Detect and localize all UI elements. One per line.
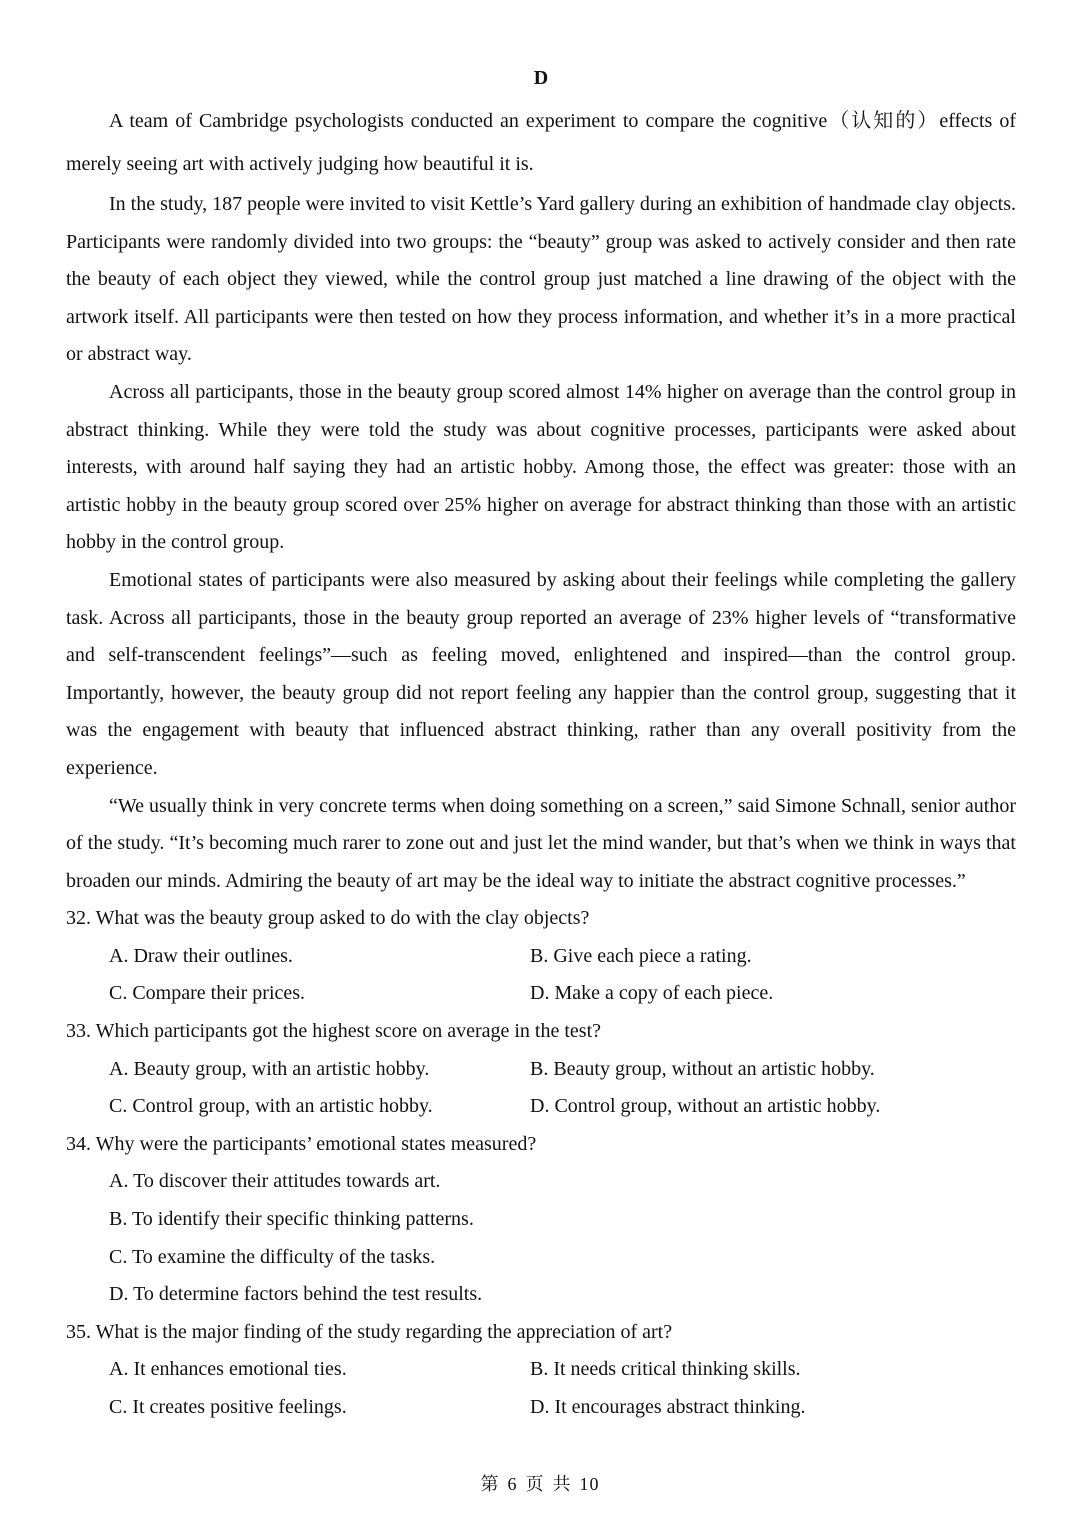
option-a: A. To discover their attitudes towards art.: [109, 1170, 441, 1193]
option-c: C. Control group, with an artistic hobby.: [109, 1095, 433, 1118]
option-c: C. Compare their prices.: [109, 982, 306, 1005]
question-stem: 33. Which participants got the highest score on average in the test?: [66, 1020, 602, 1043]
question-stem: 32. What was the beauty group asked to do with the clay objects?: [66, 907, 590, 930]
exam-page: [66, 62, 1016, 1427]
option-c: C. To examine the difficulty of the tasks.: [109, 1245, 436, 1268]
option-a: A. Beauty group, with an artistic hobby.: [109, 1057, 430, 1080]
question-33: [66, 1013, 1016, 1126]
option-d: D. Control group, without an artistic hobby.: [530, 1095, 881, 1118]
footer-total-pages: 10: [579, 1474, 600, 1494]
option-b: B. To identify their specific thinking patterns.: [109, 1208, 474, 1231]
option-b: B. Beauty group, without an artistic hobby.: [530, 1057, 875, 1080]
question-stem: 35. What is the major finding of the study regarding the appreciation of art?: [66, 1320, 673, 1343]
passage-paragraph-3: Across all participants, those in the beauty group scored almost 14% higher on average than the control group in abstract thinking. While they were told the study was about cognitive processes, participants were asked about interests, with around half saying they had an artistic hobby. Among those, the effect was greater: those with an artistic hobby in the beauty group scored over 25% higher on average for abstract thinking than those with an artistic hobby in the control group.: [66, 380, 1016, 554]
option-c: C. It creates positive feelings.: [109, 1396, 347, 1418]
question-34: [66, 1126, 1016, 1314]
question-35: [66, 1314, 1016, 1427]
option-list: [109, 1351, 1016, 1426]
option-d: D. Make a copy of each piece.: [530, 982, 774, 1005]
footer-middle: 页: [525, 1474, 545, 1494]
footer-page-number: 6: [507, 1474, 518, 1494]
option-list: [109, 938, 1016, 1013]
passage-paragraph-4: Emotional states of participants were also measured by asking about their feelings while completing the gallery task. Across all participants, those in the beauty group reported an average of 23% higher levels of “transformative and self-transcendent feelings”—such as feeling moved, enlightened and inspired—than the control group. Importantly, however, the beauty group did not report feeling any happier than the control group, suggesting that it was the engagement with beauty that influenced abstract thinking, rather than any overall positivity from the experience.: [66, 568, 1016, 779]
option-a: A. It enhances emotional ties.: [109, 1358, 347, 1381]
option-list: [109, 1163, 1016, 1313]
passage-paragraph-5: “We usually think in very concrete terms when doing something on a screen,” said Simone Schnall, senior author of the study. “It’s becoming much rarer to zone out and just let the mind wander, but that’s when we think in ways that broaden our minds. Admiring the beauty of art may be the ideal way to initiate the abstract cognitive processes.”: [66, 794, 1016, 892]
option-b: B. Give each piece a rating.: [530, 944, 752, 967]
question-stem: 34. Why were the participants’ emotional states measured?: [66, 1132, 537, 1155]
option-b: B. It needs critical thinking skills.: [530, 1358, 801, 1381]
footer-prefix: 第: [480, 1474, 500, 1494]
option-d: D. To determine factors behind the test results.: [109, 1283, 483, 1306]
option-a: A. Draw their outlines.: [109, 944, 293, 967]
footer-total-label: 共: [552, 1474, 572, 1494]
section-title: D: [533, 67, 549, 89]
passage-paragraph-1: A team of Cambridge psychologists conducted an experiment to compare the cognitive（认知的）effects of merely seeing art with actively judging how beautiful it is.: [66, 110, 1016, 175]
reading-passage: [66, 100, 1016, 900]
question-32: [66, 900, 1016, 1013]
passage-paragraph-2: In the study, 187 people were invited to visit Kettle’s Yard gallery during an exhibition of handmade clay objects. Participants were randomly divided into two groups: the “beauty” group was asked to actively consider and then rate the beauty of each object they viewed, while the control group just matched a line drawing of the object with the artwork itself. All participants were then tested on how they process information, and whether it’s in a more practical or abstract way.: [66, 193, 1016, 366]
option-list: [109, 1051, 1016, 1126]
page-footer: [0, 1470, 1080, 1498]
option-d: D. It encourages abstract thinking.: [530, 1396, 806, 1418]
